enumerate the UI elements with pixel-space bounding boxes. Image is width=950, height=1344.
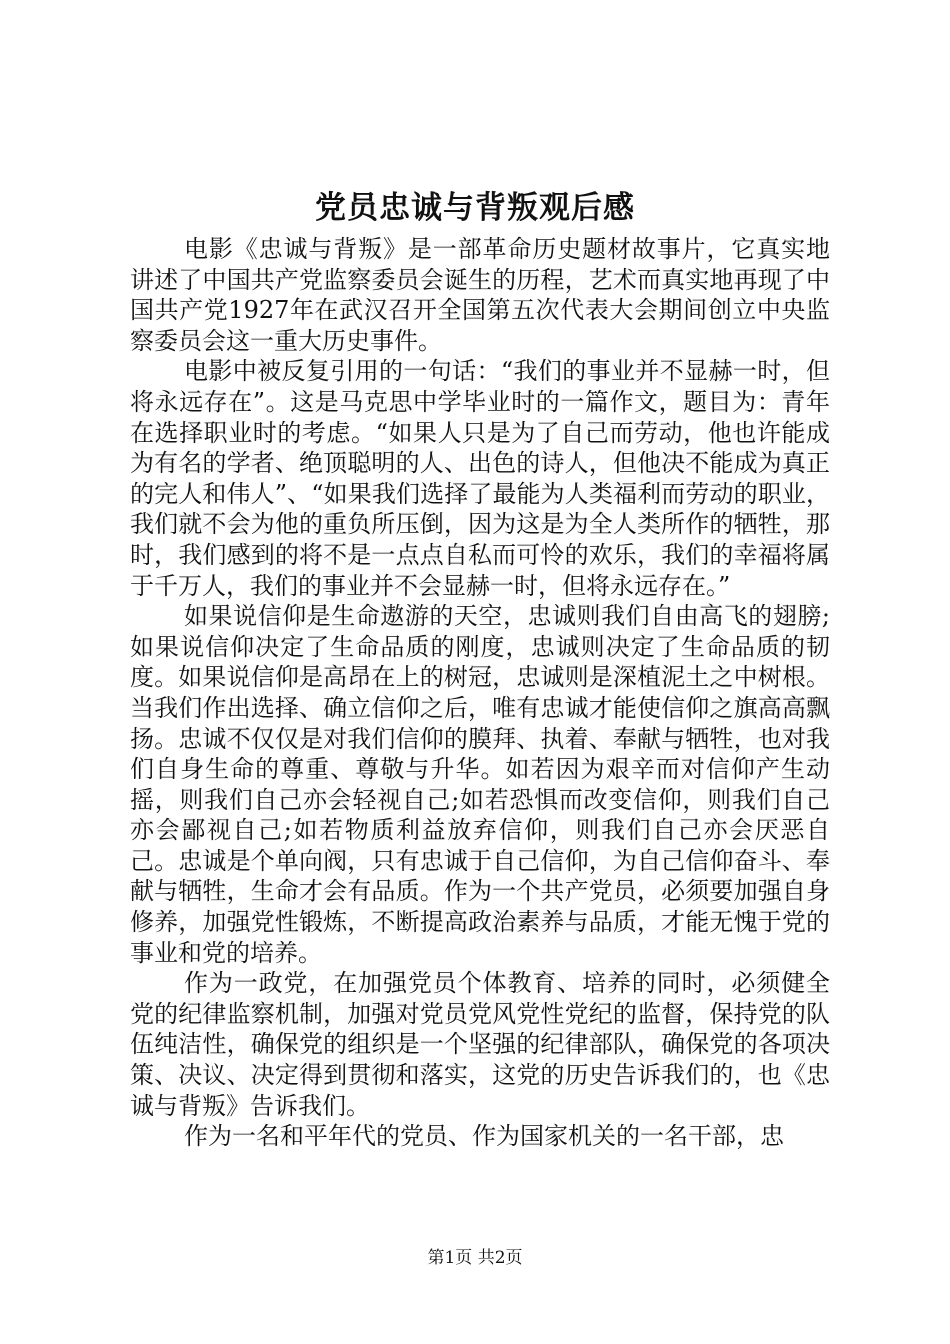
paragraph-4: 作为一政党，在加强党员个体教育、培养的同时，必须健全党的纪律监察机制，加强对党员党风党性党纪的监督，保持党的队伍纯洁性，确保党的组织是一个坚强的纪律部队，确保党的各项决策、决议、决定得到贯彻和落实，这党的历史告诉我们的，也《忠诚与背叛》告诉我们。 <box>130 969 830 1120</box>
paragraph-3: 如果说信仰是生命遨游的天空，忠诚则我们自由高飞的翅膀;如果说信仰决定了生命品质的刚度，忠诚则决定了生命品质的韧度。如果说信仰是高昂在上的树冠，忠诚则是深植泥土之中树根。当我们作出选择、确立信仰之后，唯有忠诚才能使信仰之旗高高飘扬。忠诚不仅仅是对我们信仰的膜拜、执着、奉献与牺牲，也对我们自身生命的尊重、尊敬与升华。如若因为艰辛而对信仰产生动摇，则我们自己亦会轻视自己;如若恐惧而改变信仰，则我们自己亦会鄙视自己;如若物质利益放弃信仰，则我们自己亦会厌恶自己。忠诚是个单向阀，只有忠诚于自己信仰，为自己信仰奋斗、奉献与牺牲，生命才会有品质。作为一个共产党员，必须要加强自身修养，加强党性锻炼，不断提高政治素养与品质，才能无愧于党的事业和党的培养。 <box>130 602 830 967</box>
document-title: 党员忠诚与背叛观后感 <box>315 190 635 226</box>
paragraph-2: 电影中被反复引用的一句话：“我们的事业并不显赫一时，但将永远存在”。这是马克思中学毕业时的一篇作文，题目为：青年在选择职业时的考虑。“如果人只是为了自己而劳动，他也许能成为有名的学者、绝顶聪明的人、出色的诗人，但他决不能成为真正的完人和伟人”、“如果我们选择了最能为人类福利而劳动的职业，我们就不会为他的重负所压倒，因为这是为全人类所作的牺牲，那时，我们感到的将不是一点点自私而可怜的欢乐，我们的幸福将属于千万人，我们的事业并不会显赫一时，但将永远存在。” <box>130 357 830 600</box>
page-number-footer: 第1页 共2页 <box>427 1248 523 1268</box>
paragraph-1: 电影《忠诚与背叛》是一部革命历史题材故事片，它真实地讲述了中国共产党监察委员会诞生的历程，艺术而真实地再现了中国共产党1927年在武汉召开全国第五次代表大会期间创立中央监察委员会这一重大历史事件。 <box>130 235 830 355</box>
document-body <box>130 234 830 1152</box>
paragraph-5: 作为一名和平年代的党员、作为国家机关的一名干部，忠 <box>184 1122 784 1151</box>
